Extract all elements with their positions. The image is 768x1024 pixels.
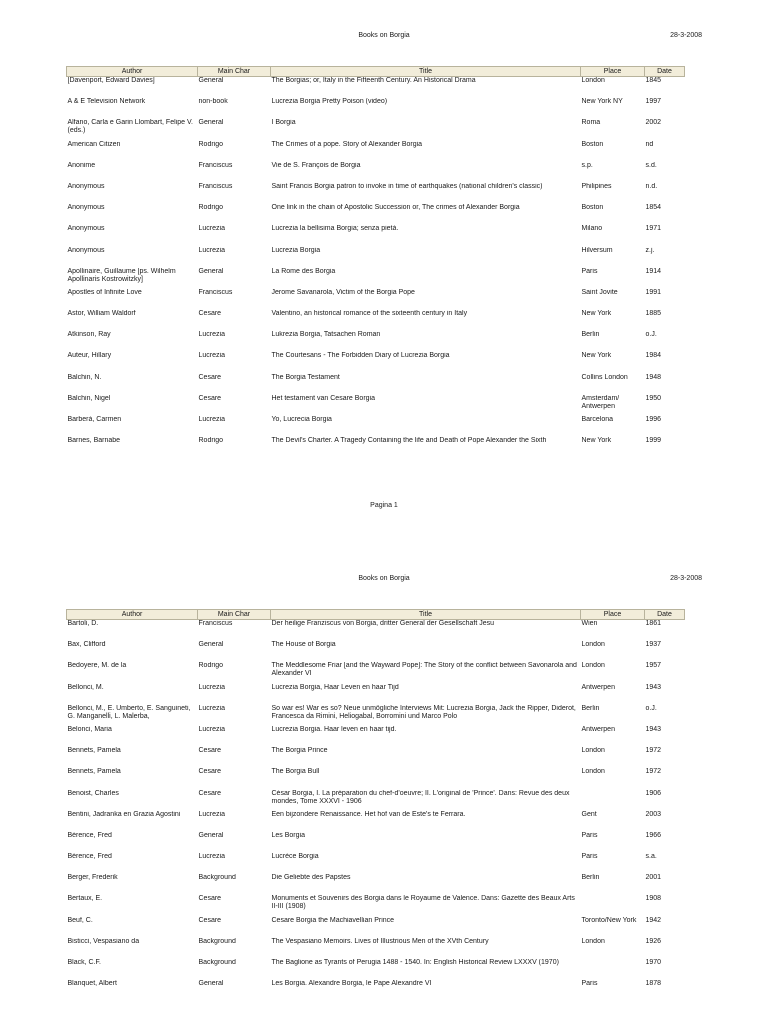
cell-place: Paris — [581, 831, 598, 839]
cell-place: London — [581, 768, 605, 776]
cell-main-char: Cesare — [198, 895, 222, 903]
cell-place: Collins London — [581, 373, 628, 381]
cell-main-char: Background — [198, 874, 236, 882]
table-row — [67, 268, 685, 289]
cell-author: Berger, Frederik — [67, 874, 118, 882]
cell-author: Bartoli, D. — [67, 620, 99, 627]
cell-title: One link in the chain of Apostolic Succession or, The crimes of Alexander Borgia — [271, 204, 520, 212]
cell-place: Philipines — [581, 182, 612, 190]
cell-main-char: General — [198, 641, 224, 649]
cell-title: La Rome des Borgia — [271, 267, 336, 275]
cell-date: 1908 — [645, 895, 662, 903]
table-row — [67, 183, 685, 204]
cell-date: 1861 — [645, 620, 662, 627]
cell-place: Toronto/New York — [581, 916, 637, 924]
cell-place: Gent — [581, 810, 597, 818]
cell-place: Berlin — [581, 874, 600, 882]
cell-title: The Borgia Bull — [271, 768, 320, 776]
cell-author: Bertaux, E. — [67, 895, 103, 903]
table-row — [67, 119, 685, 140]
cell-author: Atkinson, Ray — [67, 331, 111, 339]
cell-date: 1996 — [645, 416, 662, 423]
page-title: Books on Borgia — [358, 575, 410, 582]
cell-place: Berlin — [581, 331, 600, 339]
cell-date: 1854 — [645, 204, 662, 212]
table-row — [67, 917, 685, 938]
cell-date: z.j. — [645, 246, 655, 254]
cell-author: Bérence, Fred — [67, 831, 112, 839]
table-row — [67, 768, 685, 789]
cell-date: 1970 — [645, 959, 662, 966]
cell-author: Anonymous — [67, 182, 105, 190]
cell-main-char: Cesare — [198, 310, 222, 318]
cell-author: Belonci, Maria — [67, 725, 112, 733]
cell-date: 1991 — [645, 288, 662, 296]
cell-main-char: Franciscus — [198, 161, 233, 169]
cell-place: Milano — [581, 225, 603, 233]
cell-date: 1972 — [645, 747, 662, 755]
cell-date: 1943 — [645, 683, 662, 691]
table-row — [67, 684, 685, 705]
table-row — [67, 874, 685, 895]
column-header-main-char: Main Char — [198, 610, 271, 620]
cell-main-char: Lucrezia — [198, 853, 225, 861]
cell-author: Apostles of Infinite Love — [67, 288, 142, 296]
column-header-date: Date — [645, 67, 685, 77]
table-row — [67, 620, 685, 642]
cell-main-char: Rodrigo — [198, 662, 224, 670]
cell-author: Black, C.F. — [67, 959, 101, 966]
cell-date: 1971 — [645, 225, 662, 233]
cell-title: I Borgia — [271, 119, 296, 127]
cell-place: Boston — [581, 204, 604, 212]
table-row — [67, 247, 685, 268]
cell-place: Paris — [581, 267, 598, 275]
cell-title: The Borgia Prince — [271, 747, 328, 755]
cell-title: Lukrezia Borgia, Tatsachen Roman — [271, 331, 381, 339]
cell-title: The Crimes of a pope. Story of Alexander Borgia — [271, 140, 423, 148]
page-date: 28-3-2008 — [670, 32, 702, 39]
table-header-row — [67, 610, 685, 620]
cell-author: Astor, William Waldorf — [67, 310, 136, 318]
cell-author: Blanquet, Albert — [67, 980, 117, 988]
cell-title: Cesare Borgia the Machiavellian Prince — [271, 916, 395, 924]
cell-title: Valentino, an historical romance of the sixteenth century in Italy — [271, 310, 468, 318]
cell-author: Bentini, Jadranka en Grazia Agostini — [67, 810, 181, 818]
cell-place: London — [581, 747, 605, 755]
cell-title: Saint Francis Borgia patron to invoke in time of earthquakes (national children's classic) — [271, 182, 543, 190]
cell-main-char: General — [198, 267, 224, 275]
page-footer: Pagina 1 — [370, 502, 398, 509]
cell-date: 1966 — [645, 831, 662, 839]
table-body — [67, 77, 685, 459]
cell-main-char: Lucrezia — [198, 331, 225, 339]
cell-place: Boston — [581, 140, 604, 148]
cell-date: 1906 — [645, 789, 662, 797]
cell-main-char: Lucrezia — [198, 246, 225, 254]
cell-place: Paris — [581, 853, 598, 861]
cell-title: The Baglione as Tyrants of Perugia 1488 - 1540. In: English Historical Review LXXXV (1970) — [271, 959, 559, 966]
cell-date: 1999 — [645, 437, 662, 445]
cell-main-char: Franciscus — [198, 620, 233, 627]
books-table — [66, 66, 685, 458]
cell-title: Lucrezia la bellisima Borgia; senza pietà. — [271, 225, 399, 233]
cell-title: The Borgia Testament — [271, 373, 340, 381]
cell-title: Der heilige Franziscus von Borgia, dritter General der Gesellschaft Jesu — [271, 620, 495, 627]
table-row — [67, 832, 685, 853]
table-row — [67, 980, 685, 1001]
column-header-author: Author — [67, 610, 198, 620]
cell-main-char: Lucrezia — [198, 725, 225, 733]
cell-date: 1845 — [645, 77, 662, 84]
cell-author: Anonime — [67, 161, 96, 169]
table-row — [67, 747, 685, 768]
cell-author: Bedoyere, M. de la — [67, 662, 127, 670]
table-row — [67, 374, 685, 395]
page-date: 28-3-2008 — [670, 575, 702, 582]
cell-place: London — [581, 937, 605, 945]
cell-date: 1943 — [645, 725, 662, 733]
cell-place — [581, 959, 645, 980]
cell-place: Antwerpen — [581, 683, 615, 691]
cell-main-char: Cesare — [198, 789, 222, 797]
cell-title: Lucrezia Borgia, Haar Leven en haar Tijd — [271, 683, 399, 691]
cell-main-char: General — [198, 119, 224, 127]
cell-main-char: Lucrezia — [198, 416, 225, 423]
cell-date: 1984 — [645, 352, 662, 360]
cell-title: Les Borgia — [271, 831, 305, 839]
cell-title: Vie de S. François de Borgia — [271, 161, 361, 169]
cell-author: American Citizen — [67, 140, 121, 148]
table-row — [67, 811, 685, 832]
cell-place: Wien — [581, 620, 598, 627]
cell-place: Antwerpen — [581, 725, 615, 733]
cell-author: Bérence, Fred — [67, 853, 112, 861]
table-row — [67, 204, 685, 225]
cell-date: nd — [645, 140, 654, 148]
cell-main-char: Lucrezia — [198, 352, 225, 360]
cell-date: n.d. — [645, 182, 658, 190]
cell-date: 1878 — [645, 980, 662, 988]
cell-main-char: Cesare — [198, 747, 222, 755]
cell-author: Bellonci, M., E. Umberto, E. Sanguineti, G. Manganelli, L. Malerba, — [67, 704, 191, 720]
table-row — [67, 895, 685, 916]
cell-author: Bax, Clifford — [67, 641, 106, 649]
cell-main-char: Cesare — [198, 394, 222, 402]
cell-main-char: Background — [198, 959, 236, 966]
table-header-row — [67, 67, 685, 77]
cell-place: Amsterdam/ Antwerpen — [581, 394, 620, 410]
cell-date: 1885 — [645, 310, 662, 318]
cell-author: Bisticci, Vespasiano da — [67, 937, 140, 945]
cell-main-char: Rodrigo — [198, 204, 224, 212]
table-row — [67, 726, 685, 747]
cell-main-char: Cesare — [198, 916, 222, 924]
cell-title: The Courtesans - The Forbidden Diary of Lucrezia Borgia — [271, 352, 450, 360]
cell-title: Lucrèce Borgia — [271, 853, 319, 861]
table-row — [67, 77, 685, 99]
cell-date: 1950 — [645, 394, 662, 402]
cell-main-char: Cesare — [198, 373, 222, 381]
cell-date: o.J. — [645, 331, 657, 339]
cell-author: Balchin, N. — [67, 373, 102, 381]
cell-date: 1972 — [645, 768, 662, 776]
books-table — [66, 609, 685, 1001]
cell-main-char: Lucrezia — [198, 225, 225, 233]
cell-title: Jerome Savanarola, Victim of the Borgia Pope — [271, 288, 415, 296]
cell-place: Saint Jovite — [581, 288, 618, 296]
cell-main-char: Franciscus — [198, 288, 233, 296]
page-title: Books on Borgia — [358, 32, 410, 39]
cell-date: 1942 — [645, 916, 662, 924]
table-row — [67, 395, 685, 416]
table-row — [67, 225, 685, 246]
cell-author: Balchin, Nigel — [67, 394, 111, 402]
cell-date: 1997 — [645, 98, 662, 106]
table-row — [67, 98, 685, 119]
cell-date: 1948 — [645, 373, 662, 381]
table-row — [67, 162, 685, 183]
table-row — [67, 310, 685, 331]
cell-main-char: General — [198, 831, 224, 839]
cell-title: The Meddlesome Friar [and the Wayward Pope]: The Story of the conflict between Savonarola and Alexander VI — [271, 662, 577, 678]
cell-place — [581, 790, 645, 811]
cell-place: New York — [581, 352, 612, 360]
column-header-place: Place — [581, 610, 645, 620]
cell-title: Les Borgia. Alexandre Borgia, le Pape Alexandre VI — [271, 980, 432, 988]
cell-main-char: Cesare — [198, 768, 222, 776]
cell-author: [Davenport, Edward Davies] — [67, 77, 155, 84]
table-row — [67, 853, 685, 874]
table-row — [67, 959, 685, 980]
page-header — [0, 575, 768, 587]
cell-title: César Borgia, I. La préparation du chef-d'oeuvre; II. L'original de 'Prince'. Dans: Revue des deux mondes, Tome XXXVI - 1906 — [271, 789, 570, 805]
column-header-author: Author — [67, 67, 198, 77]
cell-date: 2002 — [645, 119, 662, 127]
cell-author: Anonymous — [67, 225, 105, 233]
cell-place: New York — [581, 310, 612, 318]
cell-place: Paris — [581, 980, 598, 988]
cell-title: Lucrezia Borgia — [271, 246, 321, 254]
column-header-main-char: Main Char — [198, 67, 271, 77]
table-row — [67, 141, 685, 162]
table-row — [67, 938, 685, 959]
cell-author: Apollinaire, Guillaume [ps. Wilhelm Apollinaris Kostrowitzky] — [67, 267, 176, 283]
cell-main-char: Rodrigo — [198, 437, 224, 445]
cell-main-char: General — [198, 77, 224, 84]
cell-date: 2003 — [645, 810, 662, 818]
column-header-title: Title — [271, 610, 581, 620]
cell-author: Bellonci, M. — [67, 683, 104, 691]
cell-author: Benoist, Charles — [67, 789, 119, 797]
cell-title: The Borgias; or, Italy in the Fifteenth Century. An Historical Drama — [271, 77, 476, 84]
cell-main-char: Lucrezia — [198, 683, 225, 691]
cell-author: Barnes, Barnabe — [67, 437, 121, 445]
cell-place: Hilversum — [581, 246, 613, 254]
cell-place: Berlin — [581, 704, 600, 712]
page-header — [0, 32, 768, 44]
cell-author: Anonymous — [67, 246, 105, 254]
cell-place: Barcelona — [581, 416, 614, 423]
cell-title: Monuments et Souvenirs des Borgia dans le Royaume de Valence. Dans: Gazette des Beaux Arts II-III (1908) — [271, 895, 575, 911]
cell-date: o.J. — [645, 704, 657, 712]
cell-main-char: non-book — [198, 98, 228, 106]
cell-main-char: Franciscus — [198, 182, 233, 190]
cell-place: London — [581, 77, 605, 84]
cell-author: Anonymous — [67, 204, 105, 212]
cell-place: s.p. — [581, 161, 593, 169]
cell-date: 1914 — [645, 267, 662, 275]
cell-author: Auteur, Hillary — [67, 352, 112, 360]
table-row — [67, 416, 685, 437]
table-row — [67, 790, 685, 811]
cell-date: 1937 — [645, 641, 662, 649]
column-header-date: Date — [645, 610, 685, 620]
table-row — [67, 437, 685, 458]
cell-title: Lucrezia Borgia. Haar leven en haar tijd. — [271, 725, 397, 733]
cell-place: Roma — [581, 119, 601, 127]
cell-main-char: Background — [198, 937, 236, 945]
cell-date: 2001 — [645, 874, 662, 882]
column-header-place: Place — [581, 67, 645, 77]
cell-main-char: General — [198, 980, 224, 988]
cell-main-char: Lucrezia — [198, 704, 225, 712]
cell-title: So war es! War es so? Neue unmögliche Interviews Mit: Lucrezia Borgia, Jack the Ripper, Diderot, Francesca da Rimini, Heliogabal, Borromini und Marco Polo — [271, 704, 576, 720]
column-header-title: Title — [271, 67, 581, 77]
cell-main-char: Rodrigo — [198, 140, 224, 148]
cell-date: s.d. — [645, 161, 657, 169]
cell-author: Bennets, Pamela — [67, 747, 121, 755]
cell-title: The Devil's Charter. A Tragedy Containing the life and Death of Pope Alexander the Sixth — [271, 437, 547, 445]
cell-title: Een bijzondere Renaissance. Het hof van de Este's te Ferrara. — [271, 810, 466, 818]
table-row — [67, 331, 685, 352]
cell-main-char: Lucrezia — [198, 810, 225, 818]
cell-date: 1926 — [645, 937, 662, 945]
cell-author: A & E Television Network — [67, 98, 146, 106]
cell-title: Het testament van Cesare Borgia — [271, 394, 375, 402]
cell-author: Bennets, Pamela — [67, 768, 121, 776]
table-row — [67, 641, 685, 662]
cell-date: 1957 — [645, 662, 662, 670]
cell-date: s.a. — [645, 853, 657, 861]
cell-place: London — [581, 641, 605, 649]
table-body — [67, 620, 685, 1002]
cell-place: New York — [581, 437, 612, 445]
cell-title: The Vespasiano Memoirs. Lives of Illustrious Men of the XVth Century — [271, 937, 489, 945]
table-row — [67, 705, 685, 726]
cell-place: London — [581, 662, 605, 670]
cell-author: Alfano, Carla e Garin Llombart, Felipe V. (eds.) — [67, 119, 193, 135]
cell-author: Barberà, Carmen — [67, 416, 122, 423]
cell-title: The House of Borgia — [271, 641, 336, 649]
table-row — [67, 289, 685, 310]
table-row — [67, 352, 685, 373]
cell-place — [581, 895, 645, 916]
cell-author: Beuf, C. — [67, 916, 93, 924]
cell-place: New York NY — [581, 98, 623, 106]
cell-title: Lucrezia Borgia Pretty Poison (video) — [271, 98, 388, 106]
cell-title: Yo, Lucrecia Borgia — [271, 416, 332, 423]
table-row — [67, 662, 685, 683]
cell-title: Die Geliebte des Papstes — [271, 874, 351, 882]
